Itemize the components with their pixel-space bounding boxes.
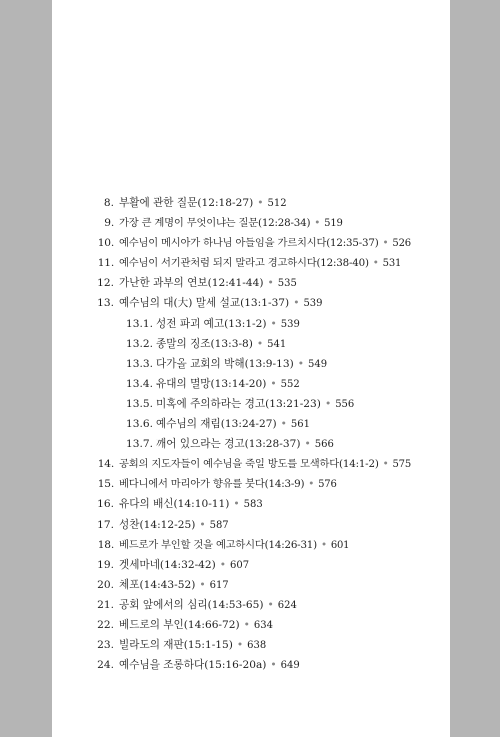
entry-title: 공회의 지도자들이 예수님을 죽일 방도를 모색하다(14:1-2) [119,458,379,471]
entry-number: 15. [97,478,114,491]
entry-number: 21. [97,598,114,611]
toc-entry[interactable] [52,213,450,233]
toc-entry[interactable] [52,394,450,414]
toc-entry[interactable] [52,253,450,273]
entry-page-number: 607 [230,559,250,571]
entry-title: 종말의 징조(13:3-8) [156,337,253,350]
entry-number: 18. [97,538,114,551]
entry-title: 예수님의 재림(13:24-27) [156,418,277,431]
table-of-contents [52,193,450,675]
entry-number: 23. [97,639,114,652]
separator-dot: • [243,618,250,631]
entry-number: 22. [97,618,114,631]
toc-entry[interactable] [52,575,450,595]
entry-page-number: 624 [277,599,297,611]
entry-number: 13.6. [126,418,153,431]
separator-dot: • [297,357,304,370]
entry-page-number: 575 [392,459,412,471]
entry-page-number: 638 [247,640,267,652]
separator-dot: • [270,659,277,672]
entry-title: 예수님이 메시아가 하나님 아들임을 가르치시다(12:35-37) [119,237,379,250]
entry-title: 체포(14:43-52) [119,578,196,591]
book-page [52,0,450,737]
entry-number: 8. [103,197,114,209]
entry-title: 유다의 배신(14:10-11) [119,498,230,511]
separator-dot: • [382,458,389,471]
entry-number: 13. [97,297,114,310]
entry-page-number: 526 [392,238,411,250]
entry-page-number: 512 [267,198,287,209]
entry-page-number: 541 [267,338,287,350]
entry-number: 13.4. [126,377,153,390]
entry-title: 성전 파괴 예고(13:1-2) [156,317,267,330]
entry-title: 베드로가 부인할 것을 예고하시다(14:26-31) [119,538,317,551]
separator-dot: • [324,397,332,410]
separator-dot: • [280,418,287,431]
toc-entry[interactable] [52,334,450,354]
entry-title: 빌라도의 재판(15:1-15) [119,639,233,652]
separator-dot: • [293,297,300,310]
separator-dot: • [270,377,277,390]
entry-page-number: 561 [290,419,310,431]
separator-dot: • [219,558,227,571]
entry-page-number: 617 [209,579,229,591]
entry-title: 유대의 멸망(13:14-20) [156,377,267,390]
toc-entry[interactable] [52,233,450,253]
toc-entry[interactable] [52,374,450,394]
toc-entry[interactable] [52,535,450,555]
separator-dot: • [372,257,379,270]
separator-dot: • [320,538,327,551]
entry-number: 13.5. [126,397,153,410]
separator-dot: • [382,237,389,250]
entry-number: 13.7. [126,438,153,451]
separator-dot: • [257,197,264,209]
entry-number: 11. [97,257,114,270]
toc-entry[interactable] [52,273,450,293]
entry-number: 20. [97,578,114,591]
entry-number: 24. [97,659,114,672]
entry-page-number: 583 [243,499,263,511]
toc-entry[interactable] [52,595,450,615]
toc-entry[interactable] [52,474,450,494]
entry-number: 19. [97,558,114,571]
entry-title: 부활에 관한 질문(12:18-27) [119,197,254,209]
toc-entry[interactable] [52,655,450,675]
entry-number: 17. [97,518,114,531]
entry-title: 성찬(14:12-25) [119,518,196,531]
entry-title: 깨어 있으라는 경고(13:28-37) [156,438,301,451]
entry-number: 13.2. [126,337,153,350]
toc-entry[interactable] [52,354,450,374]
separator-dot: • [270,317,277,330]
entry-page-number: 539 [280,318,300,330]
entry-page-number: 535 [277,278,297,290]
separator-dot: • [233,498,240,511]
toc-entry[interactable] [52,635,450,655]
entry-number: 10. [97,237,114,250]
entry-title: 가장 큰 계명이 무엇이냐는 질문(12:28-34) [119,217,311,230]
entry-page-number: 531 [382,258,402,270]
entry-number: 12. [97,277,114,290]
toc-entry[interactable] [52,434,450,454]
toc-entry[interactable] [52,193,450,213]
separator-dot: • [304,438,311,451]
entry-title: 가난한 과부의 연보(12:41-44) [119,277,264,290]
entry-page-number: 519 [324,218,343,230]
entry-page-number: 587 [209,519,229,531]
toc-entry[interactable] [52,454,450,474]
entry-page-number: 601 [330,539,350,551]
entry-title: 베다니에서 마리아가 향유를 붓다(14:3-9) [119,478,305,491]
separator-dot: • [199,578,206,591]
entry-number: 13.1. [126,317,153,330]
entry-page-number: 576 [318,479,337,491]
toc-entry[interactable] [52,555,450,575]
entry-page-number: 556 [335,398,355,410]
separator-dot: • [314,217,321,230]
entry-number: 14. [97,458,114,471]
toc-entry[interactable] [52,615,450,635]
toc-entry[interactable] [52,414,450,434]
toc-entry[interactable] [52,494,450,514]
separator-dot: • [308,478,315,491]
entry-title: 미혹에 주의하라는 경고(13:21-23) [156,397,321,410]
entry-number: 9. [104,217,114,230]
entry-number: 16. [97,498,114,511]
separator-dot: • [267,598,274,611]
entry-title: 예수님의 대(大) 말세 설교(13:1-37) [119,297,290,310]
entry-title: 다가올 교회의 박해(13:9-13) [156,357,294,370]
entry-number: 13.3. [126,357,153,370]
separator-dot: • [256,337,264,350]
toc-entry[interactable] [52,314,450,334]
toc-entry[interactable] [52,515,450,535]
entry-title: 베드로의 부인(14:66-72) [119,618,240,631]
entry-page-number: 552 [280,378,300,390]
entry-title: 공회 앞에서의 심리(14:53-65) [119,598,264,611]
entry-page-number: 649 [280,660,300,672]
entry-page-number: 566 [314,439,334,451]
toc-entry[interactable] [52,293,450,313]
entry-title: 겟세마네(14:32-42) [119,558,216,571]
entry-page-number: 634 [253,619,273,631]
entry-page-number: 549 [307,358,328,370]
separator-dot: • [236,639,244,652]
entry-title: 예수님이 서기관처럼 되지 말라고 경고하시다(12:38-40) [119,257,369,270]
separator-dot: • [199,518,206,531]
entry-page-number: 539 [303,298,323,310]
entry-title: 예수님을 조롱하다(15:16-20a) [119,659,267,672]
separator-dot: • [267,277,274,290]
